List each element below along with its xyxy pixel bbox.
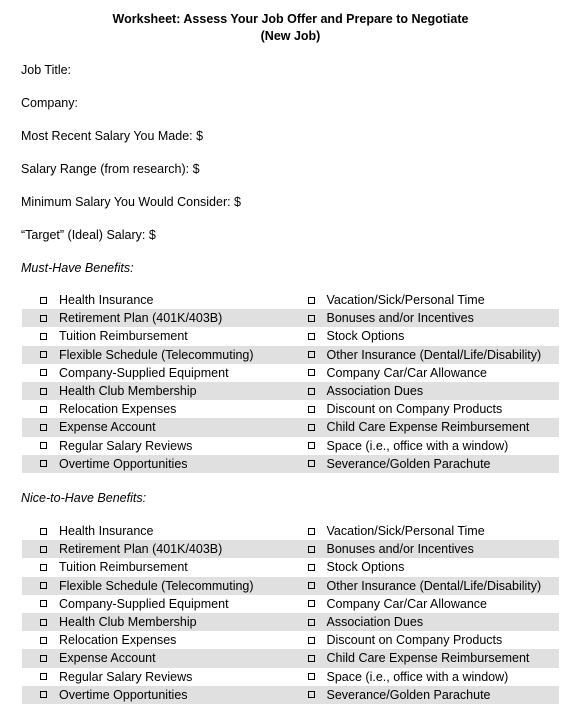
benefit-row (22, 686, 559, 704)
target-salary-field: “Target” (Ideal) Salary: $ (21, 228, 156, 242)
benefit-row (22, 558, 559, 576)
title-line-2: (New Job) (260, 29, 321, 43)
benefit-row (22, 455, 559, 473)
benefit-row (22, 540, 559, 558)
nice-benefit-right (292, 615, 560, 629)
checkbox-icon[interactable] (308, 546, 315, 553)
checkbox-icon[interactable] (308, 655, 315, 662)
nice-benefit-left (22, 633, 292, 647)
checkbox-icon[interactable] (308, 333, 315, 340)
benefit-label: Company Car/Car Allowance (326, 365, 487, 380)
checkbox-icon[interactable] (40, 619, 47, 626)
nice-benefit-left (22, 670, 292, 684)
benefit-label: Tuition Reimbursement (59, 560, 188, 575)
nice-benefit-left (22, 615, 292, 629)
must-benefit-right (292, 439, 560, 453)
nice-benefit-right (292, 542, 560, 556)
checkbox-icon[interactable] (308, 528, 315, 535)
must-benefit-right (292, 293, 560, 307)
checkbox-icon[interactable] (308, 460, 315, 467)
checkbox-icon[interactable] (40, 369, 47, 376)
benefit-label: Flexible Schedule (Telecommuting) (59, 347, 254, 362)
checkbox-icon[interactable] (40, 442, 47, 449)
must-benefit-right (292, 348, 560, 362)
benefit-label: Overtime Opportunities (59, 687, 188, 702)
benefit-label: Discount on Company Products (326, 633, 503, 648)
benefit-row (22, 595, 559, 613)
checkbox-icon[interactable] (308, 582, 315, 589)
checkbox-icon[interactable] (40, 351, 47, 358)
checkbox-icon[interactable] (308, 351, 315, 358)
must-have-benefits-table (22, 291, 559, 473)
benefit-label: Company-Supplied Equipment (59, 596, 229, 611)
nice-benefit-right (292, 651, 560, 665)
benefit-row (22, 291, 559, 309)
checkbox-icon[interactable] (40, 406, 47, 413)
nice-benefit-right (292, 597, 560, 611)
benefit-label: Discount on Company Products (326, 402, 503, 417)
benefit-label: Vacation/Sick/Personal Time (326, 524, 485, 539)
benefit-label: Overtime Opportunities (59, 456, 188, 471)
must-benefit-left (22, 348, 292, 362)
title-line-1: Worksheet: Assess Your Job Offer and Prepare to Negotiate (112, 12, 469, 26)
checkbox-icon[interactable] (40, 582, 47, 589)
salary-range-field: Salary Range (from research): $ (21, 162, 200, 176)
nice-to-have-heading: Nice-to-Have Benefits: (21, 491, 147, 505)
benefit-label: Health Club Membership (59, 384, 197, 399)
worksheet-title (0, 11, 581, 45)
nice-benefit-right (292, 688, 560, 702)
benefit-label: Stock Options (326, 560, 405, 575)
nice-benefit-left (22, 597, 292, 611)
checkbox-icon[interactable] (40, 315, 47, 322)
must-benefit-left (22, 293, 292, 307)
checkbox-icon[interactable] (40, 388, 47, 395)
nice-benefit-left (22, 651, 292, 665)
checkbox-icon[interactable] (308, 600, 315, 607)
checkbox-icon[interactable] (308, 315, 315, 322)
must-benefit-left (22, 439, 292, 453)
benefit-label: Tuition Reimbursement (59, 329, 188, 344)
benefit-label: Retirement Plan (401K/403B) (59, 311, 223, 326)
benefit-row (22, 309, 559, 327)
benefit-row (22, 577, 559, 595)
checkbox-icon[interactable] (40, 297, 47, 304)
must-benefit-right (292, 402, 560, 416)
checkbox-icon[interactable] (308, 691, 315, 698)
benefit-label: Association Dues (326, 384, 424, 399)
benefit-label: Bonuses and/or Incentives (326, 311, 474, 326)
benefit-row (22, 418, 559, 436)
nice-benefit-left (22, 688, 292, 702)
must-benefit-right (292, 366, 560, 380)
benefit-label: Space (i.e., office with a window) (326, 438, 509, 453)
must-benefit-right (292, 384, 560, 398)
benefit-label: Regular Salary Reviews (59, 669, 193, 684)
benefit-row (22, 346, 559, 364)
must-benefit-left (22, 420, 292, 434)
benefit-row (22, 382, 559, 400)
benefit-label: Expense Account (59, 651, 156, 666)
nice-to-have-benefits-table (22, 522, 559, 704)
benefit-row (22, 613, 559, 631)
must-benefit-right (292, 329, 560, 343)
nice-benefit-left (22, 524, 292, 538)
checkbox-icon[interactable] (40, 655, 47, 662)
benefit-row (22, 522, 559, 540)
benefit-row (22, 327, 559, 345)
checkbox-icon[interactable] (40, 600, 47, 607)
minimum-salary-field: Minimum Salary You Would Consider: $ (21, 195, 242, 209)
benefit-label: Relocation Expenses (59, 633, 177, 648)
benefit-label: Stock Options (326, 329, 405, 344)
checkbox-icon[interactable] (308, 442, 315, 449)
benefit-label: Regular Salary Reviews (59, 438, 193, 453)
benefit-row (22, 364, 559, 382)
checkbox-icon[interactable] (40, 691, 47, 698)
must-benefit-left (22, 329, 292, 343)
checkbox-icon[interactable] (308, 369, 315, 376)
must-benefit-left (22, 384, 292, 398)
checkbox-icon[interactable] (308, 673, 315, 680)
checkbox-icon[interactable] (40, 673, 47, 680)
benefit-label: Association Dues (326, 615, 424, 630)
must-benefit-left (22, 457, 292, 471)
nice-benefit-left (22, 560, 292, 574)
nice-benefit-left (22, 542, 292, 556)
checkbox-icon[interactable] (40, 564, 47, 571)
checkbox-icon[interactable] (308, 564, 315, 571)
benefit-label: Health Club Membership (59, 615, 197, 630)
benefit-label: Other Insurance (Dental/Life/Disability) (326, 347, 542, 362)
must-benefit-right (292, 420, 560, 434)
benefit-label: Health Insurance (59, 293, 154, 308)
must-benefit-left (22, 311, 292, 325)
benefit-label: Child Care Expense Reimbursement (326, 420, 530, 435)
benefit-row (22, 437, 559, 455)
checkbox-icon[interactable] (40, 460, 47, 467)
nice-benefit-right (292, 579, 560, 593)
benefit-row (22, 400, 559, 418)
checkbox-icon[interactable] (40, 546, 47, 553)
benefit-label: Company-Supplied Equipment (59, 365, 229, 380)
must-benefit-left (22, 366, 292, 380)
checkbox-icon[interactable] (308, 424, 315, 431)
benefit-label: Vacation/Sick/Personal Time (326, 293, 485, 308)
nice-benefit-right (292, 670, 560, 684)
nice-benefit-right (292, 524, 560, 538)
benefit-row (22, 668, 559, 686)
must-benefit-left (22, 402, 292, 416)
benefit-label: Other Insurance (Dental/Life/Disability) (326, 578, 542, 593)
benefit-label: Relocation Expenses (59, 402, 177, 417)
recent-salary-field: Most Recent Salary You Made: $ (21, 129, 204, 143)
benefit-label: Severance/Golden Parachute (326, 687, 491, 702)
nice-benefit-right (292, 633, 560, 647)
benefit-row (22, 649, 559, 667)
benefit-label: Company Car/Car Allowance (326, 596, 487, 611)
must-benefit-right (292, 457, 560, 471)
checkbox-icon[interactable] (40, 637, 47, 644)
benefit-label: Retirement Plan (401K/403B) (59, 542, 223, 557)
nice-benefit-right (292, 560, 560, 574)
benefit-row (22, 631, 559, 649)
nice-benefit-left (22, 579, 292, 593)
must-benefit-right (292, 311, 560, 325)
checkbox-icon[interactable] (40, 528, 47, 535)
must-have-heading: Must-Have Benefits: (21, 261, 134, 275)
checkbox-icon[interactable] (308, 297, 315, 304)
benefit-label: Child Care Expense Reimbursement (326, 651, 530, 666)
checkbox-icon[interactable] (308, 637, 315, 644)
benefit-label: Bonuses and/or Incentives (326, 542, 474, 557)
benefit-label: Flexible Schedule (Telecommuting) (59, 578, 254, 593)
checkbox-icon[interactable] (308, 406, 315, 413)
company-field: Company: (21, 96, 78, 110)
benefit-label: Space (i.e., office with a window) (326, 669, 509, 684)
benefit-label: Health Insurance (59, 524, 154, 539)
checkbox-icon[interactable] (40, 333, 47, 340)
benefit-label: Severance/Golden Parachute (326, 456, 491, 471)
job-title-field: Job Title: (21, 63, 72, 77)
checkbox-icon[interactable] (308, 619, 315, 626)
checkbox-icon[interactable] (308, 388, 315, 395)
benefit-label: Expense Account (59, 420, 156, 435)
checkbox-icon[interactable] (40, 424, 47, 431)
